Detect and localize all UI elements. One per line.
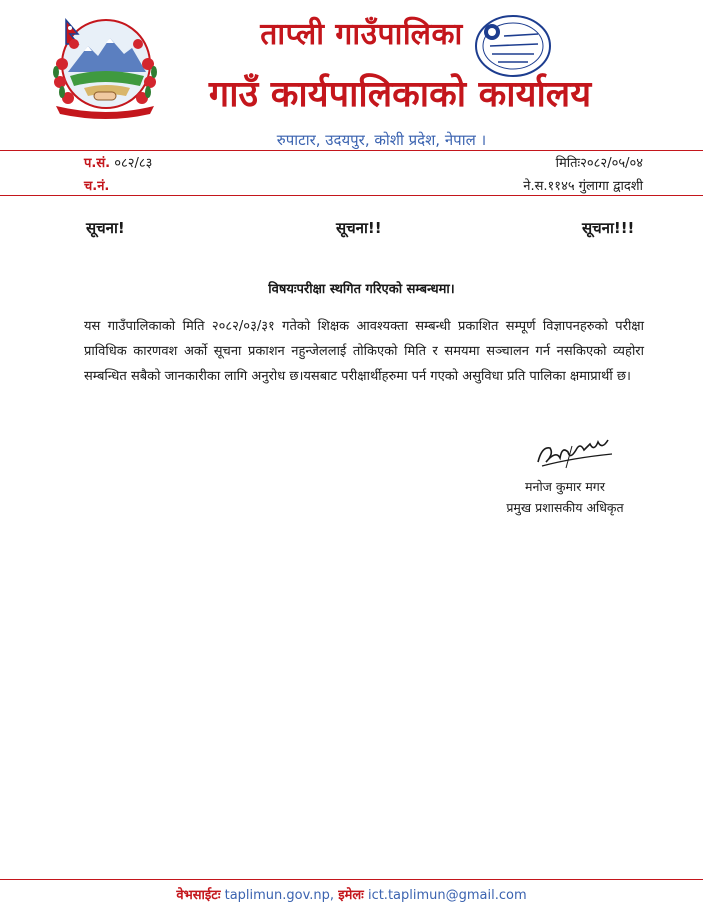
header-divider-top [0, 150, 703, 151]
signatory-title: प्रमुख प्रशासकीय अधिकृत [506, 500, 624, 515]
ps-value: ०८२/८३ [114, 156, 153, 171]
letter-body: यस गाउँपालिकाको मिति २०८२/०३/३१ गतेको शिक्षक आवश्यक्ता सम्बन्धी प्रकाशित सम्पूर्ण विज्ञापनहरुको परीक्षा प्राविधिक कारणवश अर्को सूचना प्रकाशन नहुन्जेललाई तोकिएको मिति र समयमा सञ्चालन गर्न नसकिएको व्यहोरा सम्बन्धित सबैको जानकारीका लागि अनुरोध छ।यसबाट परीक्षार्थीहरुमा पर्न गएको असुविधा प्रति पालिका क्षमाप्रार्थी छ। [84, 319, 644, 384]
signatory-name: मनोज कुमार मगर [525, 479, 605, 494]
footer-divider [0, 879, 703, 880]
email-label: इमेलः [338, 888, 364, 903]
website-label: वेभसाईटः [176, 888, 221, 903]
handwritten-signature [532, 428, 618, 472]
municipality-name: ताप्ली गाउँपालिका [260, 17, 463, 52]
letter-subject: विषयःपरीक्षा स्थगित गरिएको सम्बन्धमा। [268, 282, 455, 297]
ps-label: प.सं. [84, 156, 111, 171]
website-link[interactable]: taplimun.gov.np, [224, 888, 335, 903]
letter-date: मितिः२०८२/०५/०४ [555, 156, 643, 171]
email-link[interactable]: ict.taplimun@gmail.com [367, 888, 527, 903]
office-title: गाउँ कार्यपालिकाको कार्यालय [208, 74, 592, 115]
office-address: रुपाटार, उदयपुर, कोशी प्रदेश, नेपाल । [276, 131, 487, 149]
notice-heading-1: सूचना! [86, 219, 125, 237]
notice-heading-2: सूचना!! [336, 219, 382, 237]
notice-heading-3: सूचना!!! [582, 219, 635, 237]
header-divider-bottom [0, 195, 703, 196]
nepal-sambat-date: ने.स.११४५ गुंलागा द्वादशी [523, 179, 643, 194]
signatory-block [490, 476, 640, 518]
reference-number [84, 153, 152, 171]
dispatch-number [84, 176, 109, 194]
cn-label: च.नं. [84, 179, 110, 194]
footer-contact [0, 885, 703, 903]
